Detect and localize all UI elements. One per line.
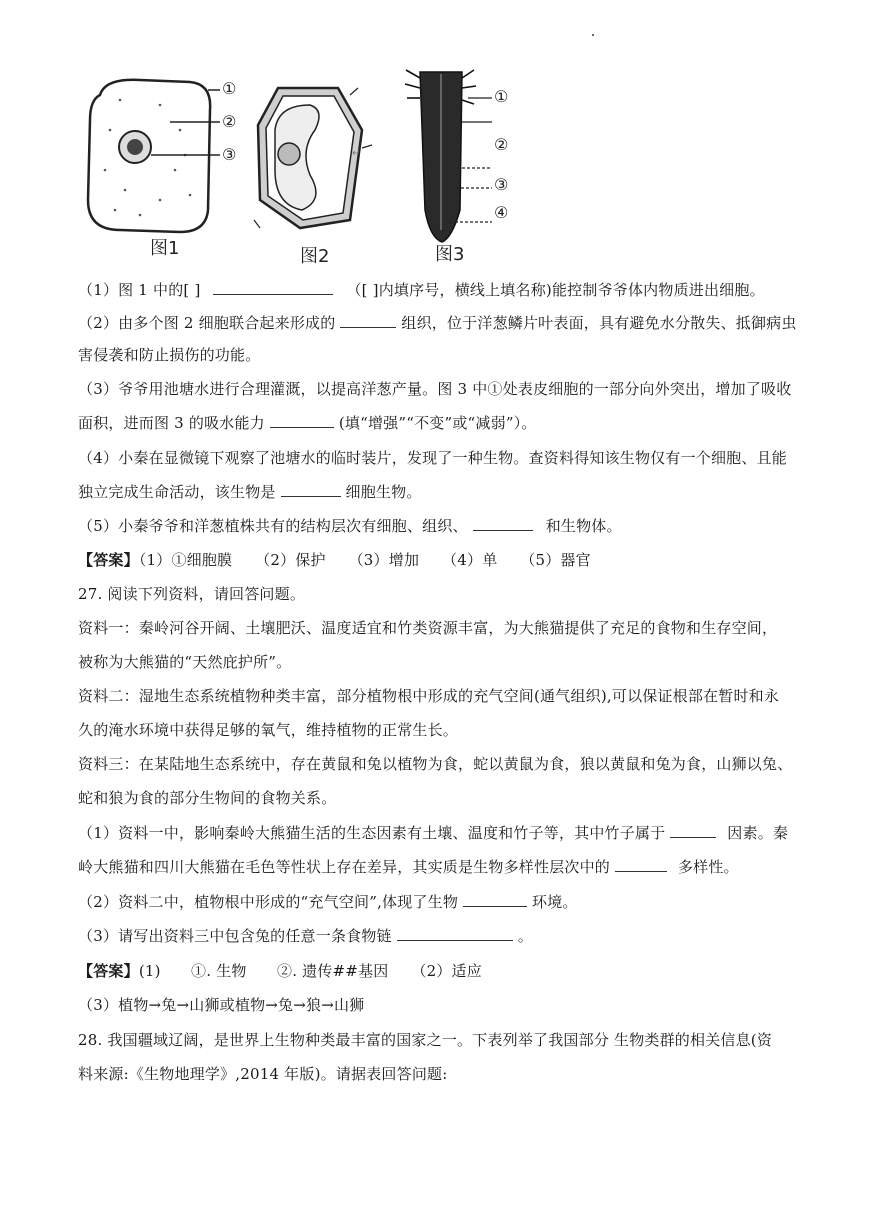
- answer-blank: [281, 482, 341, 497]
- answer-blank: [670, 823, 716, 838]
- q27-title: 27. 阅读下列资料，请回答问题。: [78, 585, 306, 603]
- q28-line2: 料来源:《生物地理学》,2014 年版)。请据表回答问题:: [78, 1065, 448, 1083]
- q27-part1-line2: [78, 857, 739, 877]
- q27-material2-line1: 资料二：湿地生态系统植物种类丰富，部分植物根中形成的充气空间(通气组织),可以保证根部在暂时和永: [78, 687, 780, 705]
- q27-part3: [78, 926, 533, 946]
- fig1-caption: 图1: [150, 238, 180, 259]
- q26-part3-line2: [78, 413, 537, 433]
- q27-part1-line1: [78, 823, 788, 843]
- q26-p5-text-a: （5）小秦爷爷和洋葱植株共有的结构层次有细胞、组织、: [78, 517, 468, 535]
- fig3-caption: 图3: [435, 244, 465, 265]
- q26-p3-text-c: (填“增强”“不变”或“减弱”）。: [338, 414, 537, 432]
- q27-p3-text-a: （3）请写出资料三中包含兔的任意一条食物链: [78, 927, 392, 945]
- q26-p5-text-b: 和生物体。: [545, 517, 622, 535]
- q26-p1-text-b: （[ ]内填序号，横线上填名称)能控制爷爷体内物质进出细胞。: [346, 281, 765, 299]
- speck: [592, 34, 594, 36]
- q27-answer-line2: （3）植物→兔→山狮或植物→兔→狼→山狮: [78, 996, 365, 1014]
- fig1-label-3: ③: [222, 145, 237, 164]
- fig1-animal-cell: [88, 80, 220, 232]
- answer-label: 【答案】: [78, 551, 139, 569]
- q27-material1-line2: 被称为大熊猫的“天然庇护所”。: [78, 653, 292, 671]
- q27-p1-text-c: 岭大熊猫和四川大熊猫在毛色等性状上存在差异，其实质是生物多样性层次中的: [78, 858, 611, 876]
- fig3-root-tip: [405, 70, 492, 242]
- q26-p3-text-b: 面积，进而图 3 的吸水能力: [78, 414, 265, 432]
- q27-answer-text-1: (1) ①. 生物 ②. 遗传##基因 （2）适应: [138, 962, 482, 980]
- fig3-label-2: ②: [494, 135, 509, 154]
- q26-part2-line1: [78, 313, 797, 333]
- q26-p4-text-c: 细胞生物。: [345, 483, 422, 501]
- q28-line1: 28. 我国疆域辽阔，是世界上生物种类最丰富的国家之一。下表列举了我国部分 生物类群的相关信息(资: [78, 1031, 773, 1049]
- q26-p2-text-b: 组织，位于洋葱鳞片叶表面，具有避免水分散失、抵御病虫: [401, 314, 797, 332]
- q26-part4-line1: （4）小秦在显微镜下观察了池塘水的临时装片，发现了一种生物。查资料得知该生物仅有一个细胞、且能: [78, 449, 787, 467]
- q26-p1-text-a: （1）图 1 中的[ ]: [78, 281, 201, 299]
- answer-blank: [463, 892, 527, 907]
- q27-material3-line2: 蛇和狼为食的部分生物间的食物关系。: [78, 789, 337, 807]
- q26-part1: [78, 280, 765, 300]
- q27-material2-line2: 久的淹水环境中获得足够的氧气，维持植物的正常生长。: [78, 721, 459, 739]
- fig1-label-1: ①: [222, 79, 237, 98]
- fig3-label-1: ①: [494, 87, 509, 106]
- fig1-label-2: ②: [222, 112, 237, 131]
- q27-p3-text-b: 。: [517, 927, 533, 945]
- q26-p2-text-a: （2）由多个图 2 细胞联合起来形成的: [78, 314, 336, 332]
- q26-answer: [78, 550, 591, 570]
- fig3-label-4: ④: [494, 203, 509, 222]
- answer-blank: [473, 516, 533, 531]
- q27-p2-text-a: （2）资料二中，植物根中形成的“充气空间”,体现了生物: [78, 893, 459, 911]
- fig2-caption: 图2: [300, 246, 330, 267]
- q27-material3-line1: 资料三：在某陆地生态系统中，存在黄鼠和兔以植物为食，蛇以黄鼠为食，狼以黄鼠和兔为食，山狮以兔、: [78, 755, 793, 773]
- q27-part2: [78, 892, 578, 912]
- figures-area: [80, 60, 520, 270]
- q27-p1-text-d: 多样性。: [677, 858, 739, 876]
- answer-blank: [270, 413, 334, 428]
- q27-material1-line1: 资料一：秦岭河谷开阔、土壤肥沃、温度适宜和竹类资源丰富，为大熊猫提供了充足的食物和生存空间，: [78, 619, 778, 637]
- answer-blank: [615, 857, 667, 872]
- answer-label: 【答案】: [78, 962, 139, 980]
- q27-p2-text-b: 环境。: [532, 893, 578, 911]
- answer-blank: [340, 313, 396, 328]
- q26-answer-text: （1）①细胞膜 （2）保护 （3）增加 （4）单 （5）器官: [138, 551, 591, 569]
- q27-answer-line1: [78, 961, 482, 981]
- q26-part5: [78, 516, 622, 536]
- answer-blank: [213, 280, 333, 295]
- q26-p4-text-b: 独立完成生命活动，该生物是: [78, 483, 276, 501]
- q26-part2-line2: 害侵袭和防止损伤的功能。: [78, 346, 261, 364]
- fig3-label-3: ③: [494, 175, 509, 194]
- q26-part3-line1: （3）爷爷用池塘水进行合理灌溉，以提高洋葱产量。图 3 中①处表皮细胞的一部分向外突出，增加了吸收: [78, 380, 792, 398]
- fig2-return-mark: ↵: [352, 148, 361, 159]
- answer-blank: [397, 926, 513, 941]
- q27-p1-text-b: 因素。秦: [727, 824, 789, 842]
- q26-part4-line2: [78, 482, 422, 502]
- cell-diagrams: [80, 60, 520, 270]
- q27-p1-text-a: （1）资料一中，影响秦岭大熊猫生活的生态因素有土壤、温度和竹子等，其中竹子属于: [78, 824, 666, 842]
